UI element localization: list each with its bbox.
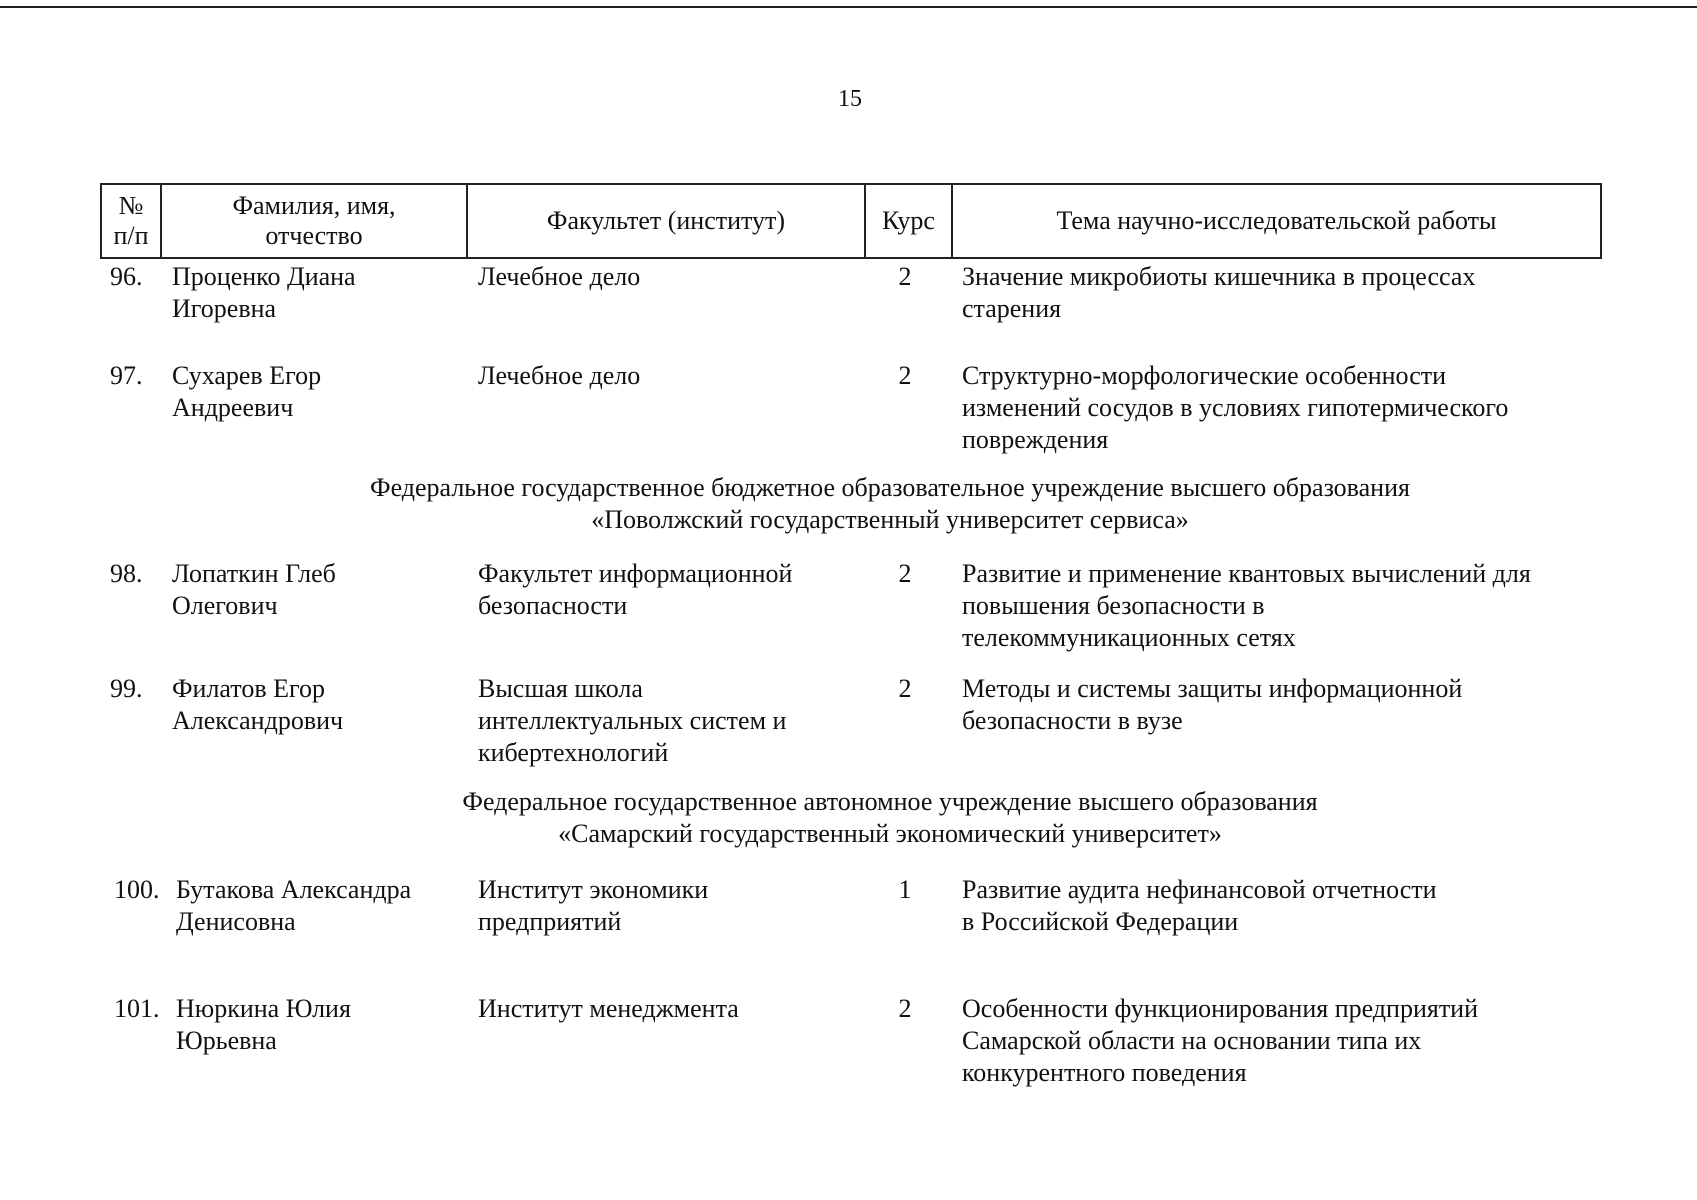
row-number: 97. (110, 361, 143, 390)
faculty-line: предприятий (478, 907, 622, 936)
faculty-line: интеллектуальных систем и (478, 706, 787, 735)
topic-line: повреждения (962, 425, 1109, 454)
row-name (172, 673, 462, 737)
row-topic (962, 558, 1602, 654)
faculty-line: Институт менеджмента (478, 994, 739, 1023)
topic-line: Развитие и применение квантовых вычислений для (962, 559, 1531, 588)
row-faculty (478, 360, 858, 392)
name-line: Юрьевна (176, 1026, 277, 1055)
header-name (162, 185, 468, 257)
row-topic (962, 993, 1602, 1089)
row-course: 2 (898, 361, 912, 390)
top-rule (0, 6, 1697, 8)
organization-name: «Поволжский государственный университет сервиса» (591, 505, 1189, 534)
row-course: 2 (898, 674, 912, 703)
header-course: Курс (866, 185, 953, 257)
row-name (172, 558, 462, 622)
row-name (172, 261, 462, 325)
row-topic (962, 673, 1602, 737)
topic-line: Развитие аудита нефинансовой отчетности (962, 875, 1437, 904)
row-faculty (478, 261, 858, 293)
name-line: Бутакова Александра (176, 875, 412, 904)
organization-heading (200, 786, 1580, 850)
faculty-line: Институт экономики (478, 875, 709, 904)
name-line: Александрович (172, 706, 344, 735)
topic-line: телекоммуникационных сетях (962, 623, 1296, 652)
row-faculty (478, 558, 858, 622)
topic-line: старения (962, 294, 1062, 323)
topic-line: изменений сосудов в условиях гипотермического (962, 393, 1509, 422)
topic-line: конкурентного поведения (962, 1058, 1247, 1087)
organization-line: Федеральное государственное бюджетное образовательное учреждение высшего образования (370, 473, 1410, 502)
header-topic: Тема научно-исследовательской работы (1056, 206, 1497, 235)
row-topic (962, 360, 1602, 456)
header-number-line: № (118, 191, 144, 220)
name-line: Олегович (172, 591, 278, 620)
faculty-line: кибертехнологий (478, 738, 669, 767)
faculty-line: безопасности (478, 591, 628, 620)
name-line: Нюркина Юлия (176, 994, 351, 1023)
row-name (176, 993, 466, 1057)
name-line: Филатов Егор (172, 674, 325, 703)
organization-heading (200, 472, 1580, 536)
topic-line: в Российской Федерации (962, 907, 1239, 936)
row-faculty (478, 673, 858, 769)
faculty-line: Факультет информационной (478, 559, 793, 588)
topic-line: Особенности функционирования предприятий (962, 994, 1479, 1023)
organization-name: «Самарский государственный экономический университет» (558, 819, 1222, 848)
header-faculty: Факультет (институт) (468, 185, 866, 257)
name-line: Сухарев Егор (172, 361, 322, 390)
row-topic (962, 874, 1602, 938)
row-number: 99. (110, 674, 143, 703)
row-name (172, 360, 462, 424)
faculty-line: Лечебное дело (478, 361, 641, 390)
topic-line: повышения безопасности в (962, 591, 1265, 620)
table-header (100, 183, 1602, 259)
row-course: 2 (898, 262, 912, 291)
header-name-line: отчество (265, 221, 363, 250)
name-line: Денисовна (176, 907, 296, 936)
row-course: 2 (898, 994, 912, 1023)
row-name (176, 874, 466, 938)
faculty-line: Лечебное дело (478, 262, 641, 291)
page-number: 15 (838, 86, 862, 112)
name-line: Андреевич (172, 393, 294, 422)
name-line: Проценко Диана (172, 262, 356, 291)
row-number: 100. (114, 875, 160, 904)
row-number: 101. (114, 994, 160, 1023)
row-faculty (478, 874, 858, 938)
topic-line: Методы и системы защиты информационной (962, 674, 1463, 703)
row-number: 98. (110, 559, 143, 588)
name-line: Лопаткин Глеб (172, 559, 336, 588)
row-course: 1 (898, 875, 912, 904)
row-course: 2 (898, 559, 912, 588)
topic-line: Самарской области на основании типа их (962, 1026, 1422, 1055)
row-topic (962, 261, 1602, 325)
row-number: 96. (110, 262, 143, 291)
row-faculty (478, 993, 858, 1025)
faculty-line: Высшая школа (478, 674, 643, 703)
topic-line: Структурно-морфологические особенности (962, 361, 1447, 390)
topic-line: Значение микробиоты кишечника в процессах (962, 262, 1476, 291)
header-number (102, 185, 162, 257)
name-line: Игоревна (172, 294, 277, 323)
header-number-line: п/п (113, 221, 149, 250)
header-name-line: Фамилия, имя, (232, 191, 396, 220)
organization-line: Федеральное государственное автономное учреждение высшего образования (462, 787, 1318, 816)
topic-line: безопасности в вузе (962, 706, 1183, 735)
